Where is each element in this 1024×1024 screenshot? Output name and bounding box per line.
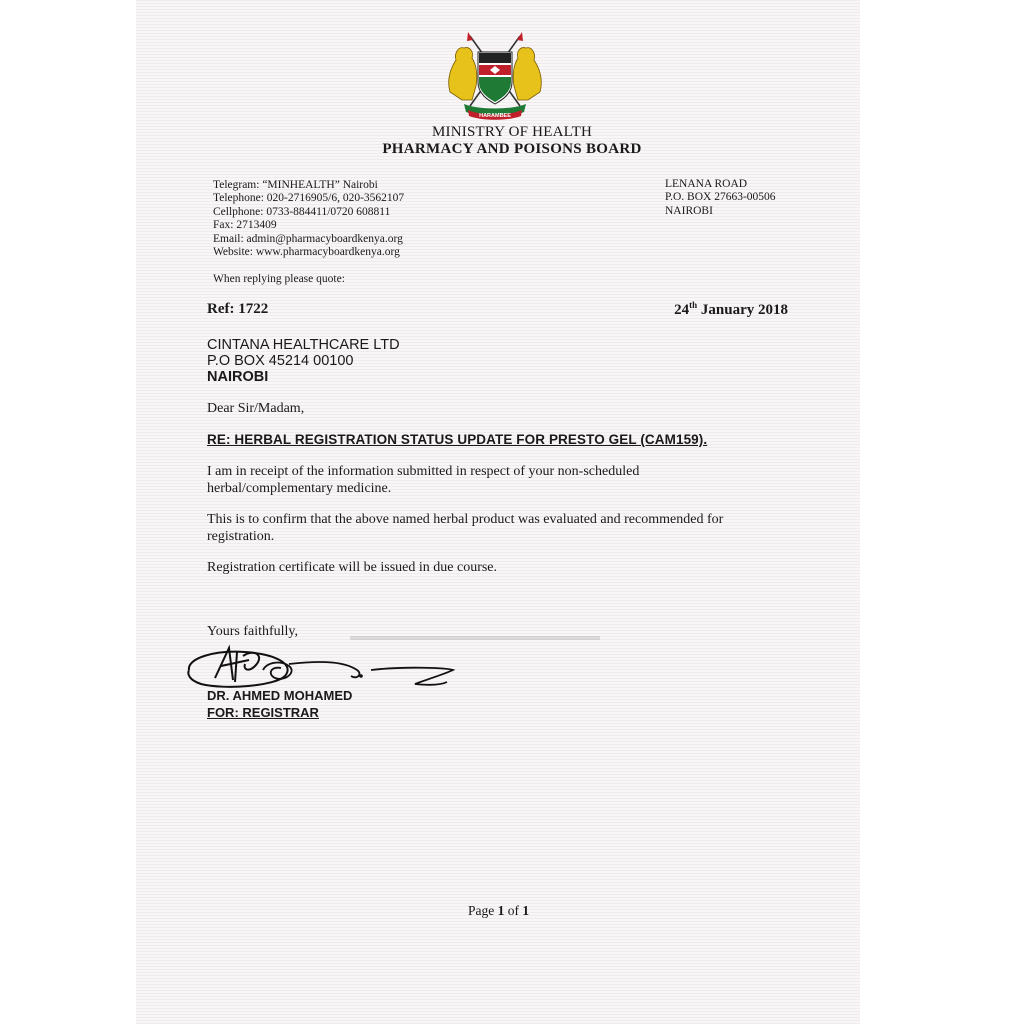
page-number: Page 1 of 1 <box>468 903 530 918</box>
signatory-role: FOR: REGISTRAR <box>207 705 319 720</box>
recipient-city: NAIROBI <box>207 369 269 385</box>
contact-telegram: Telegram: “MINHEALTH” Nairobi <box>213 179 378 191</box>
address-line: NAIROBI <box>665 204 713 217</box>
subject-line: RE: HERBAL REGISTRATION STATUS UPDATE FOR PRESTO GEL (CAM159). <box>207 432 708 447</box>
address-line: LENANA ROAD <box>665 178 748 190</box>
salutation: Dear Sir/Madam, <box>207 401 305 416</box>
body-paragraph: Registration certificate will be issued in due course. <box>207 560 498 575</box>
contact-website: Website: www.pharmacyboardkenya.org <box>213 246 400 259</box>
recipient-name: CINTANA HEALTHCARE LTD <box>207 337 400 353</box>
address-line: P.O. BOX 27663-00506 <box>665 191 776 204</box>
signatory-name: DR. AHMED MOHAMED <box>207 688 353 703</box>
contact-fax: Fax: 2713409 <box>213 219 277 232</box>
contact-email: Email: admin@pharmacyboardkenya.org <box>213 232 403 245</box>
contact-cellphone: Cellphone: 0733-884411/0720 608811 <box>213 205 391 218</box>
kenya-coat-of-arms-emblem <box>442 30 548 122</box>
closing-line: Yours faithfully, <box>207 624 299 639</box>
recipient-block <box>207 337 400 385</box>
letter-date: 24th January 2018 <box>674 300 788 318</box>
reference-number: Ref: 1722 <box>207 301 269 317</box>
ministry-name: MINISTRY OF HEALTH <box>431 124 592 140</box>
emblem-motto: HARAMBEE <box>479 113 511 119</box>
board-name: PHARMACY AND POISONS BOARD <box>382 141 642 157</box>
reply-quote-label: When replying please quote: <box>213 273 345 285</box>
contact-telephone: Telephone: 020-2716905/6, 020-3562107 <box>213 192 405 205</box>
postal-address <box>665 178 776 218</box>
recipient-box: P.O BOX 45214 00100 <box>207 353 354 369</box>
contact-block <box>213 179 404 259</box>
body-paragraph: This is to confirm that the above named herbal product was evaluated and recommended for registration. <box>207 512 724 544</box>
body-paragraph: I am in receipt of the information submitted in respect of your non-scheduled herbal/complementary medicine. <box>207 464 640 496</box>
